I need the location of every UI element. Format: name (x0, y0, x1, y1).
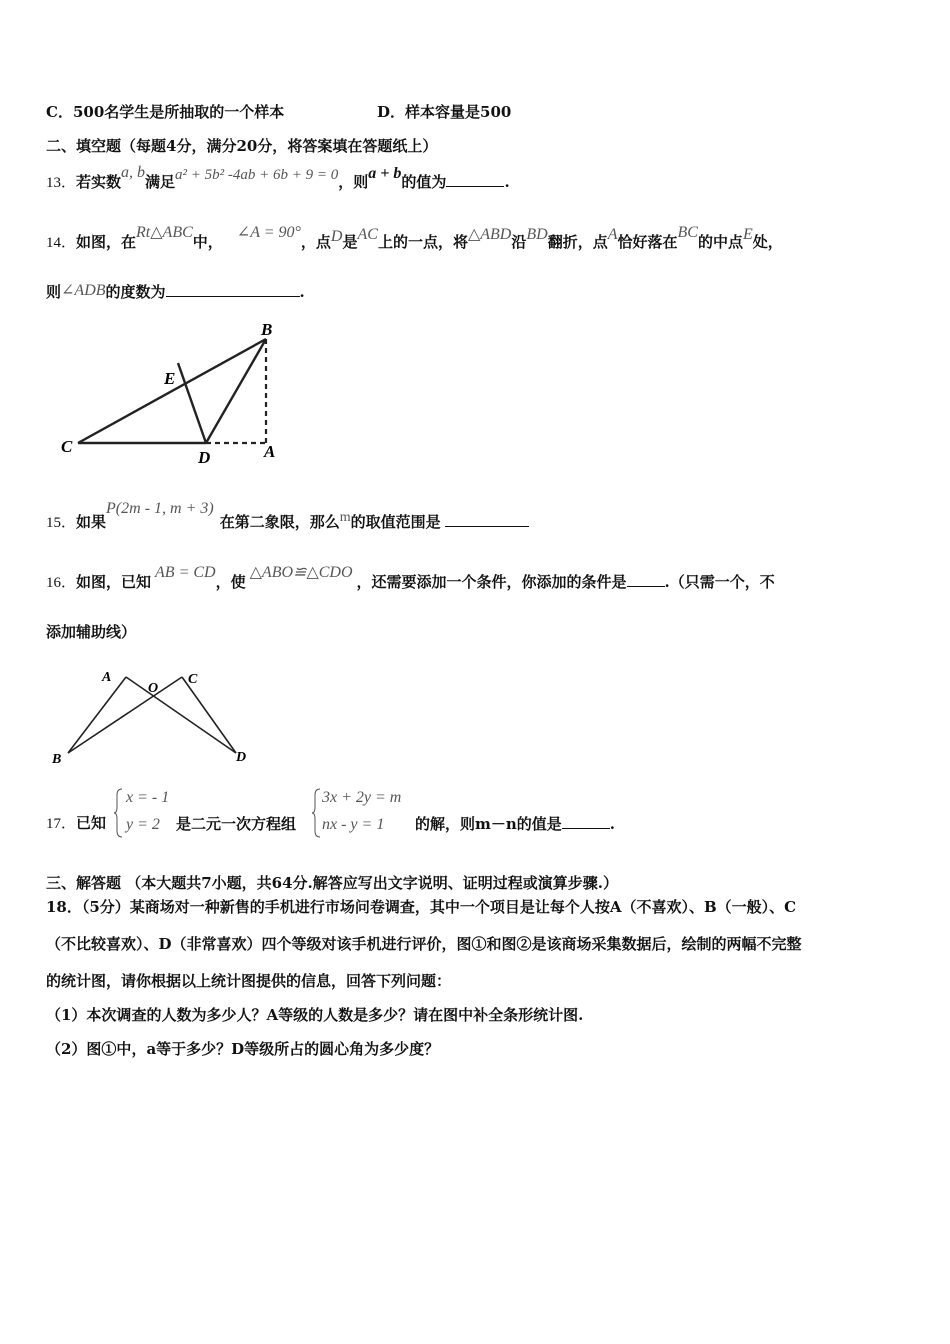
q17-text: 是二元一次方程组 (176, 815, 297, 833)
question-16-cont: 添加辅助线） (46, 623, 137, 641)
label-a: A (264, 442, 276, 461)
q14-text: 沿 (511, 233, 527, 251)
question-18-line-3: 的统计图，请你根据以上统计图提供的信息，回答下列问题： (46, 972, 452, 990)
q16-text: 如图，已知 (76, 573, 152, 591)
question-14-cont (46, 282, 305, 303)
q14-math-angle: ∠A = 90° (236, 224, 301, 241)
crossing-triangles-figure (48, 665, 268, 775)
q17-brace-2 (312, 787, 322, 839)
q15-text: 在第二象限，那么 (219, 513, 340, 531)
q14-text: 处， (752, 233, 783, 251)
q15-number: 15． (46, 515, 77, 531)
question-16 (46, 564, 775, 593)
q15-answer-blank[interactable] (445, 512, 529, 527)
question-18-part-2: （2）图①中，a等于多少？D等级所占的圆心角为多少度？ (46, 1040, 440, 1058)
question-17 (46, 813, 106, 834)
q16-math-congruent: △ABO≌△CDO (249, 564, 353, 581)
label-d: D (236, 750, 247, 765)
q13-number: 13． (46, 175, 77, 191)
q16-answer-blank[interactable] (627, 572, 665, 587)
label-o: O (148, 681, 159, 696)
q13-math-equation: a² + 5b² -4ab + 6b + 9 = 0 (175, 167, 339, 183)
triangle-figure (50, 315, 290, 465)
q14-math-e: E (742, 226, 753, 243)
question-15 (46, 500, 529, 534)
q17-brace-1 (114, 787, 124, 839)
q14-math-a: A (607, 226, 618, 243)
q16-math-ab-cd: AB = CD (155, 564, 216, 581)
q14-text: 是 (342, 233, 358, 251)
question-13 (46, 164, 510, 193)
q17-text: . (609, 815, 616, 833)
q14-text: 中， (192, 233, 223, 251)
option-c: C．500名学生是所抽取的一个样本 (46, 103, 285, 121)
q14-text: 上的一点，将 (377, 233, 468, 251)
q15-text: 如果 (76, 513, 107, 531)
question-18-line-2: （不比较喜欢）、D（非常喜欢）四个等级对该手机进行评价，图①和图②是该商场采集数据后，绘制的两幅不完整 (46, 935, 802, 953)
q17-number: 17． (46, 816, 77, 832)
q16-text: ，还需要添加一个条件，你添加的条件是 (356, 573, 627, 591)
label-d: D (198, 448, 211, 465)
q14-text: 如图，在 (76, 233, 137, 251)
q13-text: ，则 (338, 173, 369, 191)
q14-text: 恰好落在 (617, 233, 678, 251)
q14-text: 翻折，点 (547, 233, 608, 251)
question-17-tail (415, 813, 615, 834)
question-14 (46, 224, 783, 253)
q14-text: . (299, 283, 305, 301)
q16-number: 16． (46, 575, 77, 591)
q17-solution-y: y = 2 (126, 816, 160, 833)
label-e: E (164, 369, 176, 388)
option-d: D．样本容量是500 (377, 103, 512, 121)
q17-solution-x: x = - 1 (126, 789, 170, 806)
q14-text: 的度数为 (105, 283, 166, 301)
label-b: B (52, 752, 62, 767)
q13-math-sum: a + b (368, 165, 402, 182)
q14-math-triangle: Rt△ABC (136, 224, 193, 241)
label-a: A (102, 670, 112, 685)
q13-text: . (504, 173, 510, 191)
q14-text: 的中点 (697, 233, 743, 251)
q14-answer-blank[interactable] (166, 282, 300, 297)
question-18-part-1: （1）本次调查的人数为多少人？A等级的人数是多少？请在图中补全条形统计图. (46, 1006, 584, 1024)
q17-equation-2: nx - y = 1 (322, 816, 385, 833)
question-18-line-1: 18．（5分）某商场对一种新售的手机进行市场问卷调查，其中一个项目是让每个人按A（不喜欢）、B（一般）、C (46, 898, 797, 916)
q13-text: 的值为 (401, 173, 447, 191)
q17-equation-1: 3x + 2y = m (322, 789, 402, 806)
section-3-heading: 三、解答题 （本大题共7小题，共64分.解答应写出文字说明、证明过程或演算步骤.） (46, 874, 618, 892)
q16-text: ，使 (215, 573, 246, 591)
label-c: C (61, 437, 73, 456)
q17-text: 已知 (76, 814, 107, 832)
q14-math-ac: AC (357, 226, 378, 243)
section-2-heading: 二、填空题（每题4分，满分20分，将答案填在答题纸上） (46, 137, 438, 155)
q16-text: .（只需一个，不 (664, 573, 775, 591)
q15-math-point: P(2m - 1, m + 3) (106, 500, 214, 517)
q17-text: 的解，则m－n的值是 (415, 815, 562, 833)
q14-text: 则 (46, 283, 62, 301)
q15-text: 的取值范围是 (350, 513, 441, 531)
q15-math-m: m (339, 510, 351, 525)
label-b: B (261, 320, 273, 339)
q14-number: 14． (46, 235, 77, 251)
q14-text: ，点 (300, 233, 331, 251)
q13-answer-blank[interactable] (446, 172, 504, 187)
q14-math-adb: ∠ADB (61, 282, 106, 299)
q14-math-d: D (330, 228, 343, 245)
q14-math-bd: BD (526, 226, 548, 243)
q13-text: 满足 (145, 173, 176, 191)
label-c: C (188, 672, 198, 687)
q14-math-bc: BC (677, 224, 698, 241)
q13-text: 若实数 (76, 173, 122, 191)
q17-answer-blank[interactable] (562, 814, 610, 829)
q13-math-ab: a, b (121, 164, 146, 181)
q14-math-abd: △ABD (467, 226, 512, 243)
